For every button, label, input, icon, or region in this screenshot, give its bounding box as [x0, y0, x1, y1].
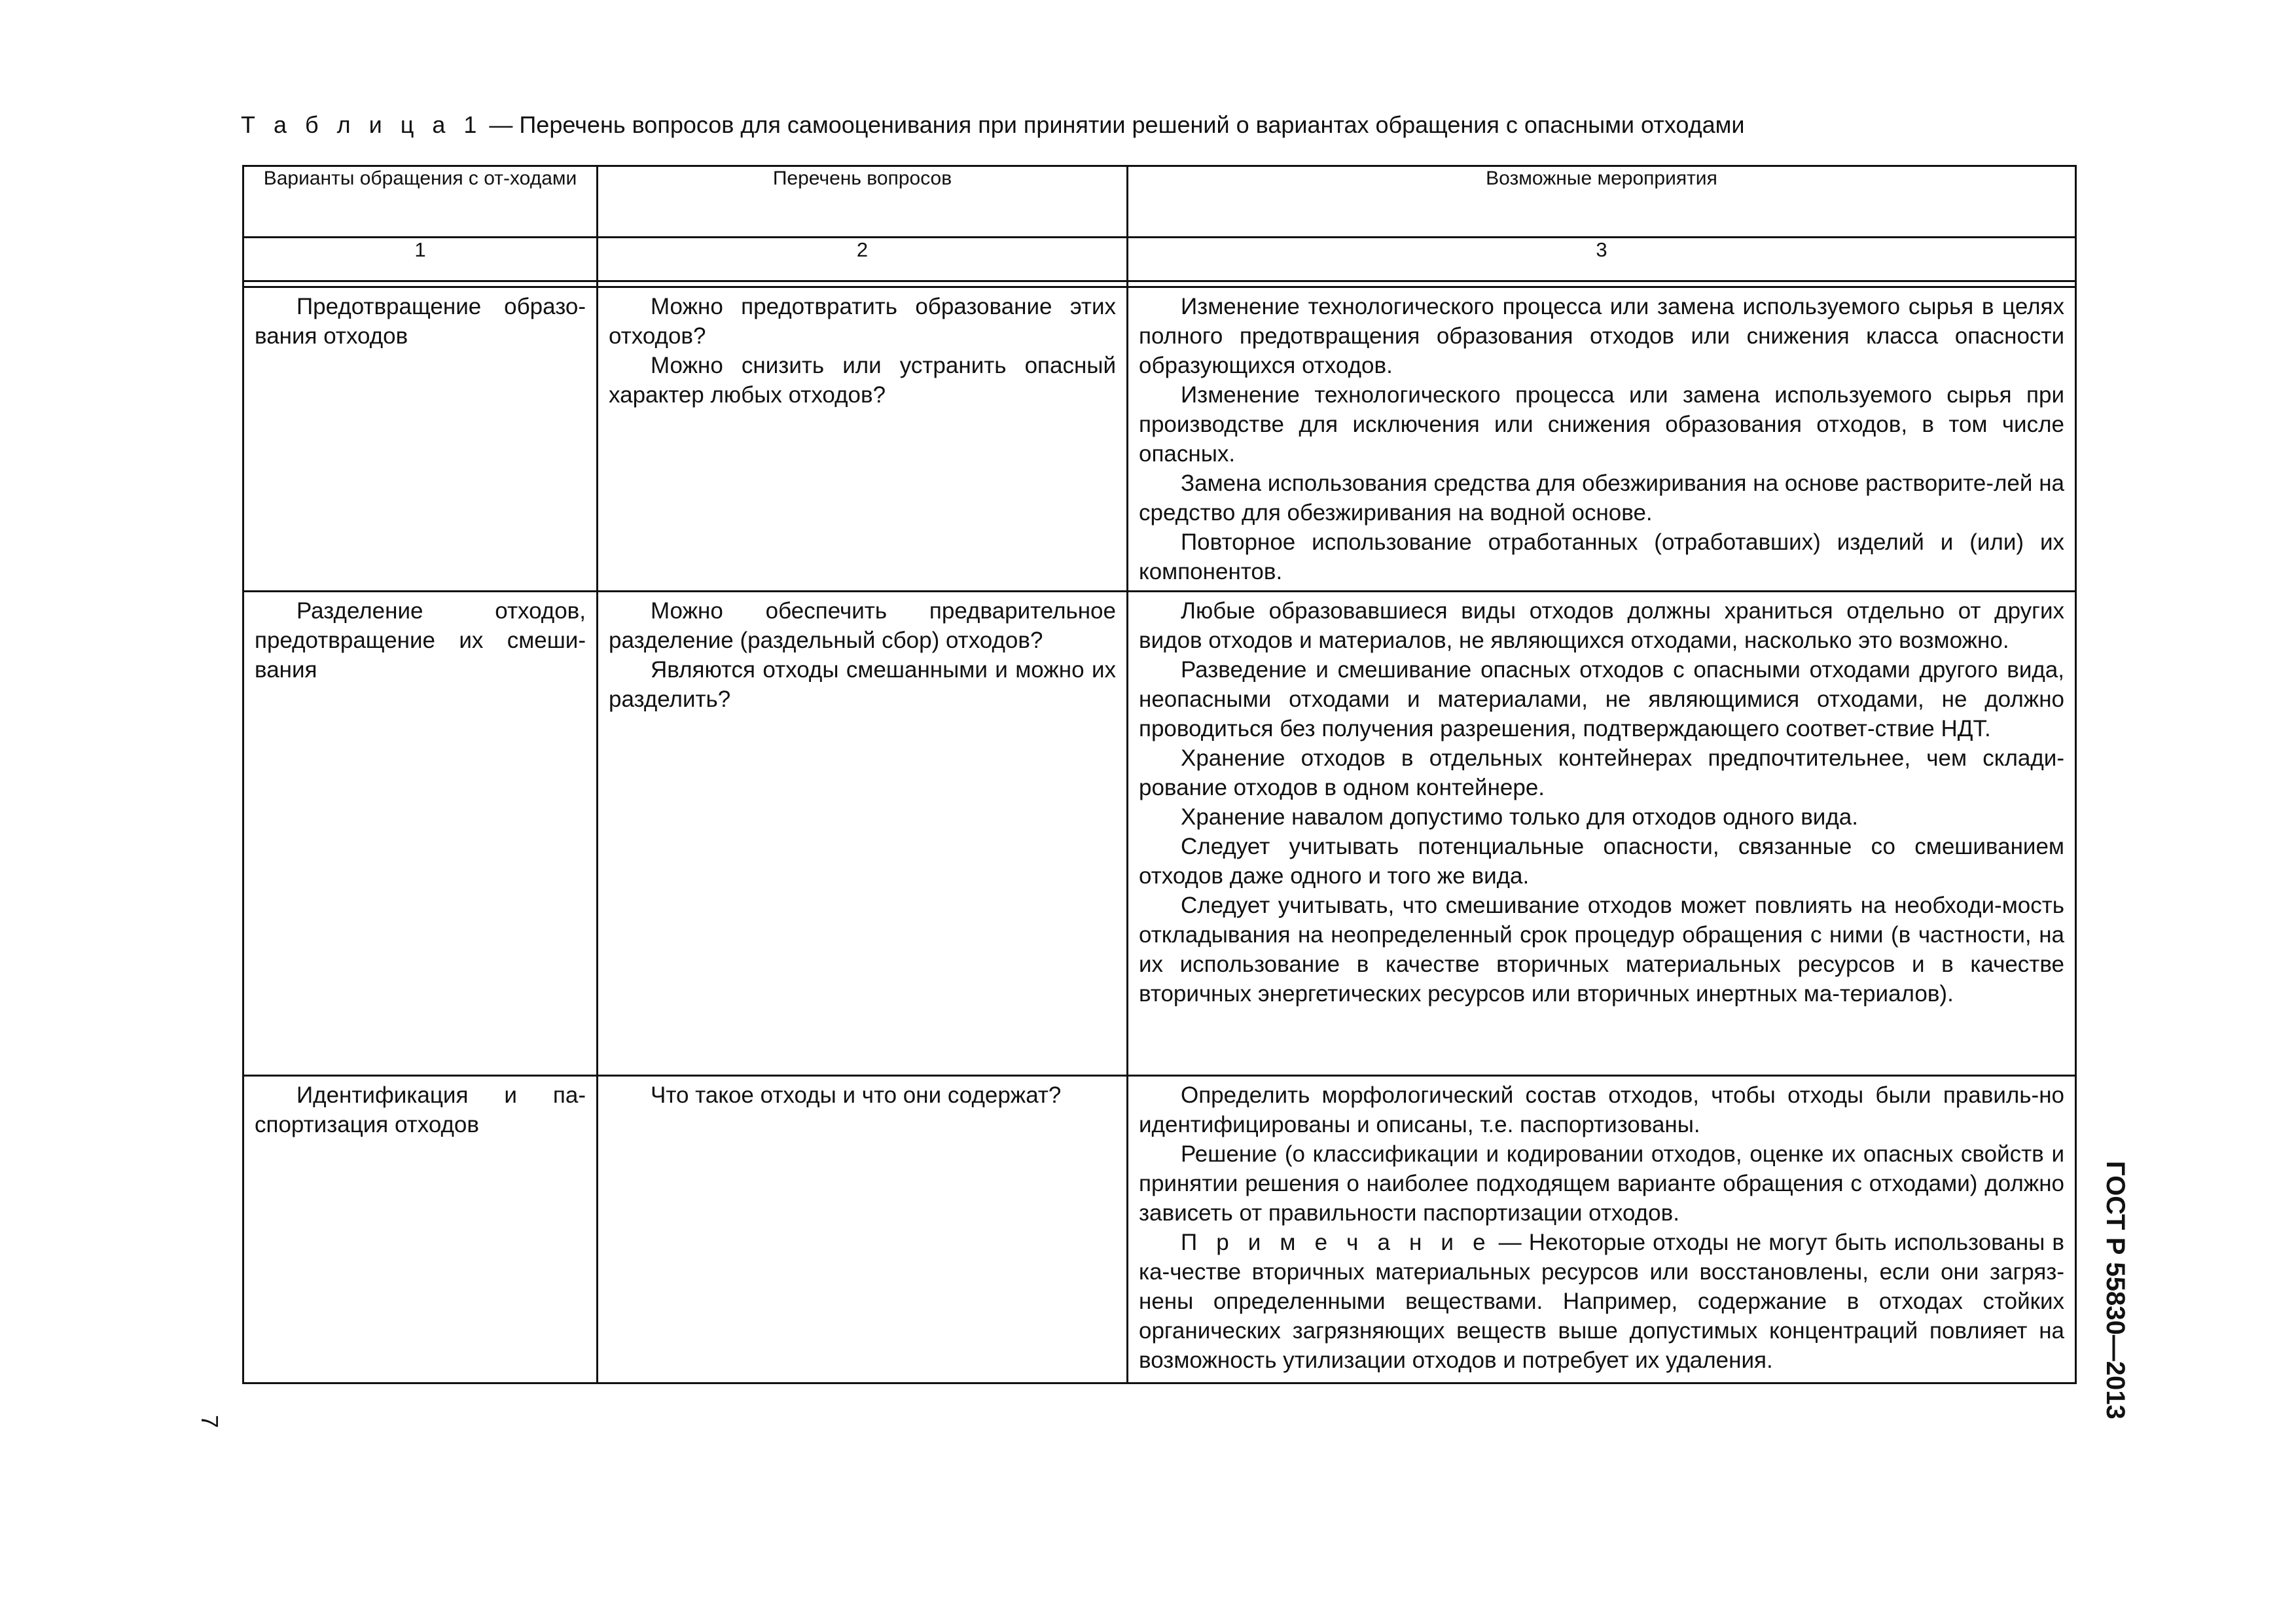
- header-options: Варианты обращения с от-ходами: [243, 166, 598, 238]
- option-text: Разделение отходов, предотвращение их смеши-вания: [255, 598, 586, 683]
- column-number-2: 2: [598, 238, 1128, 281]
- measure-text: Замена использования средства для обезжиривания на основе растворите-лей на средство для обезжиривания на водной основе.: [1139, 471, 2064, 526]
- column-number-row: [243, 238, 2076, 281]
- page-number: 7: [196, 1415, 223, 1429]
- option-text: Предотвращение образо-вания отходов: [255, 294, 586, 349]
- measures-cell: [1128, 1077, 2075, 1379]
- measure-text: Хранение навалом допустимо только для отходов одного вида.: [1181, 804, 1858, 830]
- measure-text: Разведение и смешивание опасных отходов с опасными отходами другого вида, неопасными отходами и материалами, не являющимися отходами, не должно проводиться без получения разрешения, подтверждающего соответ-ствие НДТ.: [1139, 657, 2064, 741]
- measure-text: Изменение технологического процесса или замена используемого сырья при производстве для исключения или снижения образования отходов, в том числе опасных.: [1139, 382, 2064, 467]
- self-assessment-table: [242, 165, 2077, 1384]
- measures-cell: [1128, 592, 2075, 1012]
- measure-text: Любые образовавшиеся виды отходов должны храниться отдельно от других видов отходов и материалов, не являющихся отходами, насколько это возможно.: [1139, 598, 2064, 653]
- table-caption: [241, 110, 1744, 140]
- measure-text: Решение (о классификации и кодировании отходов, оценке их опасных свойств и принятии решения о наиболее подходящем варианте обращения с отходами) должно зависеть от правильности паспортизации отходов.: [1139, 1141, 2064, 1226]
- questions-cell: [598, 1077, 1126, 1114]
- table-row: [243, 287, 2076, 592]
- measure-text: Определить морфологический состав отходов, чтобы отходы были правиль-но идентифицированы и описаны, т.е. паспортизованы.: [1139, 1082, 2064, 1137]
- header-questions: Перечень вопросов: [598, 166, 1128, 238]
- note-paragraph: [1139, 1228, 2064, 1375]
- column-number-3: 3: [1128, 238, 2076, 281]
- questions-cell: [598, 592, 1126, 718]
- question-text: Что такое отходы и что они содержат?: [651, 1082, 1062, 1108]
- table-caption-text: — Перечень вопросов для самооценивания при принятии решений о вариантах обращения с опасными отходами: [482, 111, 1745, 138]
- question-text: Можно снизить или устранить опасный характер любых отходов?: [609, 353, 1116, 408]
- option-cell: [244, 1077, 596, 1143]
- questions-cell: [598, 288, 1126, 414]
- question-text: Можно предотвратить образование этих отходов?: [609, 294, 1116, 349]
- header-separator: [243, 281, 2076, 287]
- measure-text: Следует учитывать, что смешивание отходов может повлиять на необходи-мость откладывания на неопределенный срок процедур обращения с ними (в частности, на их использование в качестве вторичных материальных ресурсов и в качестве вторичных энергетических ресурсов или вторичных инертных ма-териалов).: [1139, 893, 2064, 1007]
- note-text: — Некоторые отходы не могут быть использованы в ка-честве вторичных материальных ресурсов или восстановлены, если они загряз-нены определенными веществами. Например, содержание в отходах стойких органических загрязняющих веществ выше допустимых концентраций повлияет на возможность утилизации отходов и потребует их удаления.: [1139, 1230, 2064, 1373]
- table-header-row: [243, 166, 2076, 238]
- option-cell: [244, 288, 596, 355]
- note-label: П р и м е ч а н и е: [1181, 1230, 1492, 1255]
- standard-designation: ГОСТ Р 55830—2013: [2101, 1161, 2130, 1419]
- table-row: [243, 1076, 2076, 1383]
- question-text: Являются отходы смешанными и можно их разделить?: [609, 657, 1116, 712]
- measure-text: Следует учитывать потенциальные опасности, связанные со смешиванием отходов даже одного и того же вида.: [1139, 834, 2064, 889]
- question-text: Можно обеспечить предварительное разделение (раздельный сбор) отходов?: [609, 598, 1116, 653]
- measure-text: Повторное использование отработанных (отработавших) изделий и (или) их компонентов.: [1139, 529, 2064, 584]
- measures-cell: [1128, 288, 2075, 590]
- table-row: [243, 592, 2076, 1076]
- header-measures: Возможные мероприятия: [1128, 166, 2076, 238]
- option-cell: [244, 592, 596, 688]
- table-caption-label: Т а б л и ц а 1: [241, 111, 483, 138]
- measure-text: Изменение технологического процесса или замена используемого сырья в целях полного предотвращения образования отходов или снижения класса опасности образующихся отходов.: [1139, 294, 2064, 378]
- measure-text: Хранение отходов в отдельных контейнерах предпочтительнее, чем склади-рование отходов в одном контейнере.: [1139, 745, 2064, 800]
- option-text: Идентификация и па-спортизация отходов: [255, 1082, 586, 1137]
- column-number-1: 1: [243, 238, 598, 281]
